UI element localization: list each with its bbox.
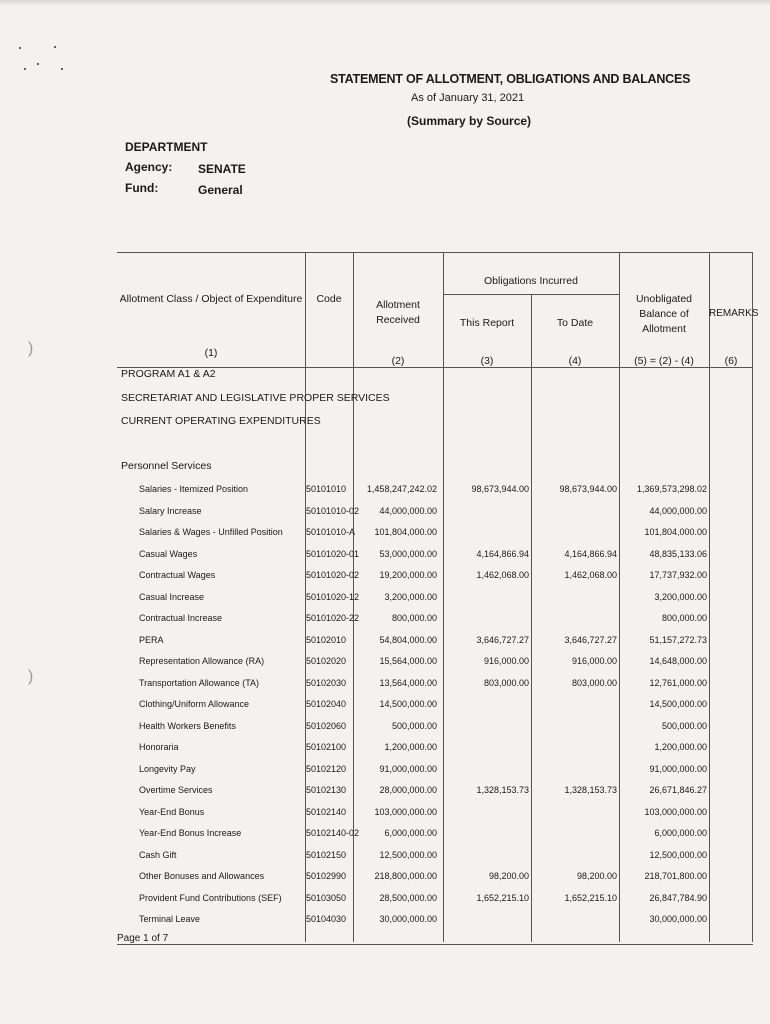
row-obligations-this-report: 1,328,153.73 bbox=[476, 785, 529, 795]
row-expenditure-name: Salaries & Wages - Unfilled Position bbox=[139, 527, 283, 537]
table-row bbox=[117, 506, 753, 528]
header-unobligated-balance: Unobligated Balance of Allotment bbox=[635, 293, 693, 335]
scan-border bbox=[0, 0, 770, 6]
row-code: 50102990 bbox=[306, 871, 347, 881]
row-code: 50101010-A bbox=[306, 527, 356, 537]
row-allotment-received: 12,500,000.00 bbox=[379, 849, 437, 860]
row-obligations-this-report: 1,652,215.10 bbox=[476, 892, 529, 903]
page-number: Page 1 of 7 bbox=[117, 933, 169, 944]
row-expenditure-name: Contractual Increase bbox=[139, 613, 223, 623]
row-allotment-received: 101,804,000.00 bbox=[374, 527, 437, 537]
row-allotment-received: 19,200,000.00 bbox=[379, 570, 437, 580]
row-code: 50101020-22 bbox=[306, 613, 360, 623]
row-code: 50101020-12 bbox=[306, 591, 360, 602]
row-allotment-received: 6,000,000.00 bbox=[384, 828, 437, 838]
row-expenditure-name: Cash Gift bbox=[139, 849, 177, 860]
row-unobligated-balance: 6,000,000.00 bbox=[654, 828, 707, 838]
row-obligations-to-date: 98,200.00 bbox=[576, 871, 617, 881]
table-row bbox=[117, 678, 753, 700]
row-expenditure-name: Representation Allowance (RA) bbox=[139, 656, 265, 666]
row-code: 50102150 bbox=[306, 849, 347, 860]
row-expenditure-name: Transportation Allowance (TA) bbox=[139, 677, 260, 688]
row-code: 50101010-02 bbox=[306, 505, 360, 516]
table-rule bbox=[117, 252, 753, 253]
table-row bbox=[117, 613, 753, 635]
row-allotment-received: 800,000.00 bbox=[391, 613, 437, 623]
row-unobligated-balance: 26,847,784.90 bbox=[649, 892, 707, 903]
row-obligations-this-report: 4,164,866.94 bbox=[476, 548, 529, 559]
header-object-of-expenditure: Allotment Class / Object of Expenditure bbox=[119, 293, 303, 305]
table-row bbox=[117, 699, 753, 721]
table-row bbox=[117, 635, 753, 657]
row-code: 50102100 bbox=[306, 742, 347, 752]
row-code: 50102140 bbox=[306, 806, 347, 817]
row-obligations-this-report: 916,000.00 bbox=[483, 656, 529, 666]
row-obligations-to-date: 4,164,866.94 bbox=[564, 548, 617, 559]
as-of-date: As of January 31, 2021 bbox=[411, 92, 525, 104]
department-label: DEPARTMENT bbox=[125, 140, 208, 154]
row-allotment-received: 13,564,000.00 bbox=[379, 677, 437, 688]
table-row bbox=[117, 914, 753, 936]
row-expenditure-name: Contractual Wages bbox=[139, 570, 216, 580]
table-row bbox=[117, 850, 753, 872]
row-code: 50102120 bbox=[306, 763, 347, 774]
row-unobligated-balance: 51,157,272.73 bbox=[649, 634, 707, 645]
row-allotment-received: 103,000,000.00 bbox=[374, 806, 437, 817]
row-unobligated-balance: 103,000,000.00 bbox=[644, 806, 707, 817]
row-code: 50102030 bbox=[306, 677, 347, 688]
row-unobligated-balance: 218,701,800.00 bbox=[644, 871, 707, 881]
table-row bbox=[117, 527, 753, 549]
row-obligations-to-date: 1,462,068.00 bbox=[564, 570, 617, 580]
row-allotment-received: 1,200,000.00 bbox=[384, 742, 437, 752]
header-to-date: To Date bbox=[556, 317, 594, 329]
row-unobligated-balance: 26,671,846.27 bbox=[649, 785, 707, 795]
row-code: 50102130 bbox=[306, 785, 347, 795]
column-number: (5) = (2) - (4) bbox=[634, 355, 694, 367]
row-expenditure-name: Year-End Bonus bbox=[139, 806, 205, 817]
row-expenditure-name: Other Bonuses and Allowances bbox=[139, 871, 265, 881]
table-rule bbox=[117, 944, 753, 945]
column-number: (6) bbox=[724, 355, 738, 367]
row-expenditure-name: Honoraria bbox=[139, 742, 179, 752]
header-remarks: REMARKS bbox=[709, 308, 759, 319]
row-expenditure-name: PERA bbox=[139, 634, 164, 645]
row-allotment-received: 91,000,000.00 bbox=[379, 763, 437, 774]
row-unobligated-balance: 48,835,133.06 bbox=[649, 548, 707, 559]
row-code: 50102140-02 bbox=[306, 828, 360, 838]
column-number: (4) bbox=[568, 355, 582, 367]
row-code: 50102010 bbox=[306, 634, 347, 645]
current-expenditures-heading: CURRENT OPERATING EXPENDITURES bbox=[121, 415, 321, 427]
agency-value: SENATE bbox=[198, 162, 246, 176]
table-row bbox=[117, 656, 753, 678]
row-obligations-this-report: 98,200.00 bbox=[488, 871, 529, 881]
punch-hole-mark: ) bbox=[28, 668, 34, 685]
scan-speck bbox=[61, 68, 63, 70]
header-this-report: This Report bbox=[459, 317, 515, 329]
row-code: 50102020 bbox=[306, 656, 347, 666]
table-row bbox=[117, 807, 753, 829]
row-unobligated-balance: 1,369,573,298.02 bbox=[636, 484, 707, 494]
allotment-table bbox=[117, 252, 759, 940]
row-unobligated-balance: 12,761,000.00 bbox=[649, 677, 707, 688]
table-row bbox=[117, 785, 753, 807]
row-allotment-received: 15,564,000.00 bbox=[379, 656, 437, 666]
row-unobligated-balance: 30,000,000.00 bbox=[649, 914, 707, 924]
row-allotment-received: 54,804,000.00 bbox=[379, 634, 437, 645]
row-expenditure-name: Terminal Leave bbox=[139, 914, 201, 924]
row-allotment-received: 3,200,000.00 bbox=[384, 591, 437, 602]
summary-note: (Summary by Source) bbox=[407, 114, 532, 128]
fund-label: Fund: bbox=[125, 181, 159, 195]
row-expenditure-name: Casual Increase bbox=[139, 591, 205, 602]
row-unobligated-balance: 17,737,932.00 bbox=[649, 570, 707, 580]
row-obligations-to-date: 98,673,944.00 bbox=[559, 484, 617, 494]
row-unobligated-balance: 1,200,000.00 bbox=[654, 742, 707, 752]
row-unobligated-balance: 12,500,000.00 bbox=[649, 849, 707, 860]
row-code: 50101020-01 bbox=[306, 548, 360, 559]
header-obligations-incurred: Obligations Incurred bbox=[484, 275, 578, 287]
row-allotment-received: 53,000,000.00 bbox=[379, 548, 437, 559]
table-row bbox=[117, 764, 753, 786]
row-expenditure-name: Salary Increase bbox=[139, 505, 202, 516]
row-obligations-this-report: 98,673,944.00 bbox=[471, 484, 529, 494]
row-code: 50101010 bbox=[306, 484, 347, 494]
table-row bbox=[117, 828, 753, 850]
table-row bbox=[117, 549, 753, 571]
row-unobligated-balance: 44,000,000.00 bbox=[649, 505, 707, 516]
punch-hole-mark: ) bbox=[28, 340, 34, 357]
row-expenditure-name: Casual Wages bbox=[139, 548, 198, 559]
row-obligations-this-report: 803,000.00 bbox=[483, 677, 529, 688]
row-expenditure-name: Health Workers Benefits bbox=[139, 720, 236, 731]
row-obligations-to-date: 1,328,153.73 bbox=[564, 785, 617, 795]
row-obligations-to-date: 1,652,215.10 bbox=[564, 892, 617, 903]
row-unobligated-balance: 3,200,000.00 bbox=[654, 591, 707, 602]
header-allotment-received: Allotment Received bbox=[376, 299, 420, 326]
row-allotment-received: 14,500,000.00 bbox=[379, 699, 437, 709]
row-expenditure-name: Clothing/Uniform Allowance bbox=[139, 699, 250, 709]
row-expenditure-name: Longevity Pay bbox=[139, 763, 196, 774]
column-number: (1) bbox=[204, 347, 218, 359]
row-unobligated-balance: 800,000.00 bbox=[661, 613, 707, 623]
row-code: 50102060 bbox=[306, 720, 347, 731]
header-code: Code bbox=[316, 293, 342, 305]
row-allotment-received: 30,000,000.00 bbox=[379, 914, 437, 924]
row-code: 50101020-02 bbox=[306, 570, 360, 580]
row-allotment-received: 28,500,000.00 bbox=[379, 892, 437, 903]
row-code: 50103050 bbox=[306, 892, 347, 903]
row-expenditure-name: Salaries - Itemized Position bbox=[139, 484, 249, 494]
row-obligations-to-date: 3,646,727.27 bbox=[564, 634, 617, 645]
column-number: (3) bbox=[480, 355, 494, 367]
scan-speck bbox=[24, 68, 26, 70]
column-number: (2) bbox=[391, 355, 405, 367]
document-title: STATEMENT OF ALLOTMENT, OBLIGATIONS AND BALANCES bbox=[330, 72, 691, 86]
row-expenditure-name: Provident Fund Contributions (SEF) bbox=[139, 892, 282, 903]
row-allotment-received: 500,000.00 bbox=[391, 720, 437, 731]
row-unobligated-balance: 500,000.00 bbox=[661, 720, 707, 731]
row-expenditure-name: Year-End Bonus Increase bbox=[139, 828, 242, 838]
row-code: 50102040 bbox=[306, 699, 347, 709]
agency-label: Agency: bbox=[125, 160, 173, 174]
table-row bbox=[117, 871, 753, 893]
table-row bbox=[117, 484, 753, 506]
row-allotment-received: 28,000,000.00 bbox=[379, 785, 437, 795]
fund-value: General bbox=[198, 183, 243, 197]
table-row bbox=[117, 721, 753, 743]
row-unobligated-balance: 14,500,000.00 bbox=[649, 699, 707, 709]
row-allotment-received: 44,000,000.00 bbox=[379, 505, 437, 516]
scan-speck bbox=[19, 47, 21, 49]
row-unobligated-balance: 14,648,000.00 bbox=[649, 656, 707, 666]
row-unobligated-balance: 101,804,000.00 bbox=[644, 527, 707, 537]
row-obligations-this-report: 1,462,068.00 bbox=[476, 570, 529, 580]
table-row bbox=[117, 893, 753, 915]
row-allotment-received: 218,800,000.00 bbox=[374, 871, 437, 881]
personnel-services-heading: Personnel Services bbox=[121, 460, 212, 472]
table-row bbox=[117, 742, 753, 764]
row-unobligated-balance: 91,000,000.00 bbox=[649, 763, 707, 774]
row-allotment-received: 1,458,247,242.02 bbox=[366, 484, 437, 494]
row-obligations-this-report: 3,646,727.27 bbox=[476, 634, 529, 645]
row-obligations-to-date: 803,000.00 bbox=[571, 677, 617, 688]
scan-speck bbox=[54, 46, 56, 48]
row-expenditure-name: Overtime Services bbox=[139, 785, 213, 795]
secretariat-heading: SECRETARIAT AND LEGISLATIVE PROPER SERVICES bbox=[121, 392, 390, 404]
program-heading: PROGRAM A1 & A2 bbox=[121, 368, 216, 380]
table-row bbox=[117, 592, 753, 614]
table-row bbox=[117, 570, 753, 592]
row-obligations-to-date: 916,000.00 bbox=[571, 656, 617, 666]
scan-speck bbox=[37, 63, 39, 65]
row-code: 50104030 bbox=[306, 914, 347, 924]
